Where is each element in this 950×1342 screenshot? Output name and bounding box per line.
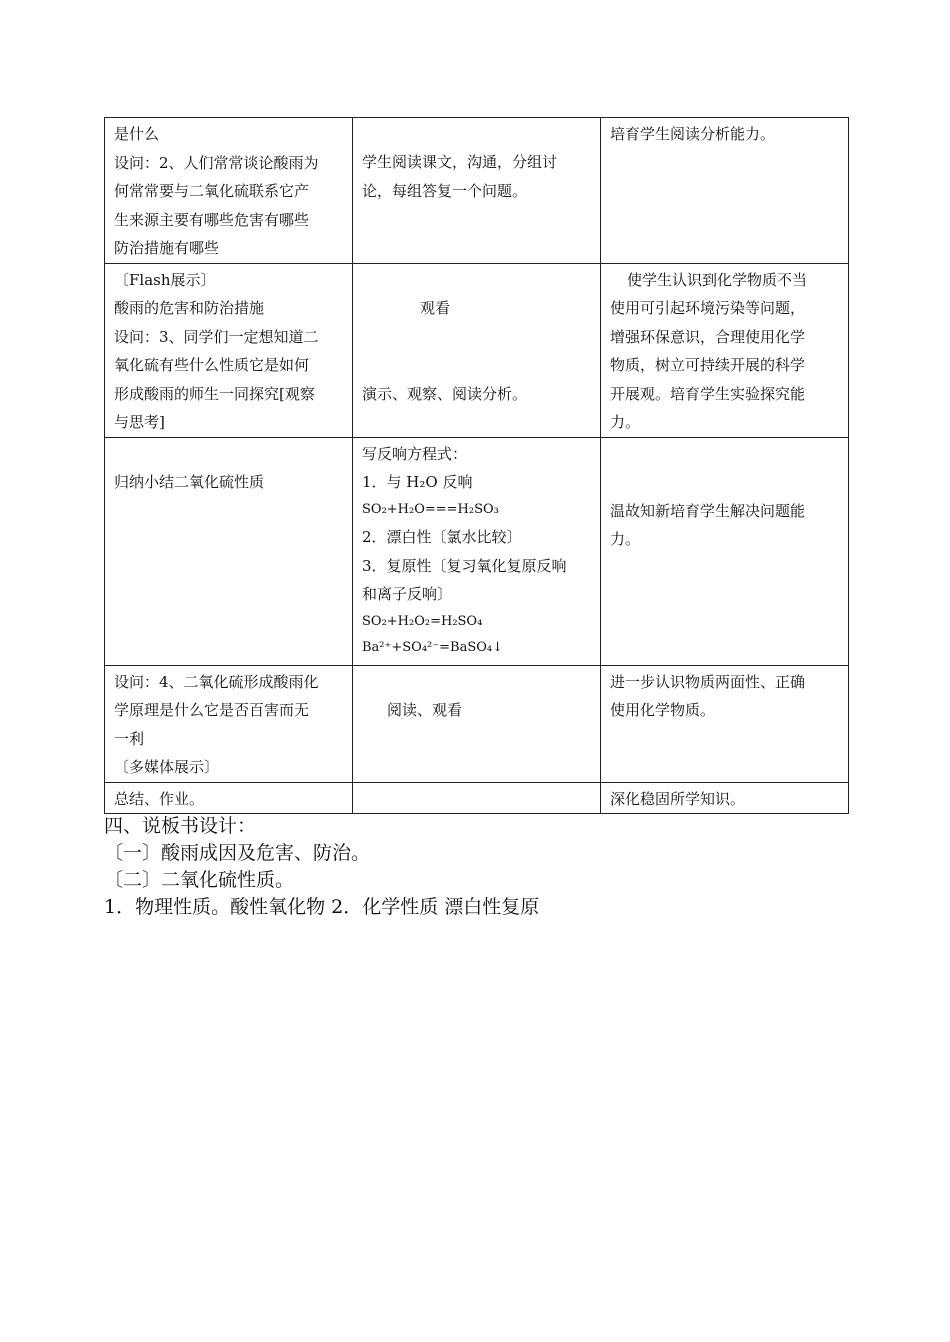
purpose-cell [601, 782, 849, 814]
section-item: 1．物理性质。酸性氧化物 2．化学性质 漂白性复原 [104, 896, 540, 918]
cell-line: 防治措施有哪些 [114, 239, 220, 257]
cell-line: 学生阅读课文，沟通，分组讨 [362, 153, 558, 171]
equation: SO₂+H₂O₂=H₂SO₄ [362, 613, 483, 629]
cell-line: 力。 [610, 413, 641, 431]
cell-line: 总结、作业。 [114, 789, 205, 808]
cell-line: 设问：3、同学们一定想知道二 [114, 327, 319, 346]
lesson-plan-table [104, 117, 849, 814]
equation: SO₂+H₂O===H₂SO₃ [362, 501, 499, 517]
cell-line: 一利 [114, 729, 145, 748]
section-item: 〔一〕酸雨成因及危害、防治。 [104, 842, 371, 864]
cell-line: 和离子反响〕 [362, 585, 453, 603]
cell-line: 与思考] [114, 413, 165, 431]
teacher-activity-cell [105, 665, 353, 782]
purpose-cell [601, 118, 849, 264]
student-activity-cell [353, 782, 601, 814]
cell-line: 使用化学物质。 [610, 701, 716, 719]
table-row [105, 263, 849, 437]
teacher-activity-cell [105, 118, 353, 264]
equation: Ba²⁺+SO₄²⁻=BaSO₄↓ [362, 640, 503, 655]
cell-line: 学原理是什么它是否百害而无 [114, 701, 310, 719]
cell-line: 设问：4、二氧化硫形成酸雨化 [114, 672, 319, 691]
cell-line: 论，每组答复一个问题。 [362, 181, 528, 200]
cell-line: 写反响方程式： [362, 444, 468, 463]
teacher-activity-cell [105, 437, 353, 665]
cell-line: 何常常要与二氧化硫联系它产 [114, 182, 310, 200]
table-row [105, 782, 849, 814]
cell-line: 酸雨的危害和防治措施 [114, 299, 265, 317]
cell-line: 设问：2、人们常常谈论酸雨为 [114, 153, 319, 172]
table-row [105, 665, 849, 782]
cell-line: 2．漂白性〔氯水比较〕 [362, 528, 522, 546]
demo-text: 演示、观察、阅读分析。 [362, 384, 528, 403]
student-activity-cell [353, 263, 601, 437]
cell-line: 培育学生阅读分析能力。 [610, 125, 776, 143]
section-heading: 四、说板书设计： [104, 815, 257, 837]
cell-line: 开展观。培育学生实验探究能 [610, 384, 806, 403]
student-activity-cell [353, 437, 601, 665]
cell-line: 温故知新培育学生解决问题能 [610, 501, 806, 520]
purpose-cell [601, 665, 849, 782]
teacher-activity-cell [105, 782, 353, 814]
student-activity-cell [353, 118, 601, 264]
cell-line: 使用可引起环境污染等问题， [610, 299, 806, 317]
cell-line: 增强环保意识，合理使用化学 [610, 327, 806, 346]
cell-line: 力。 [610, 530, 641, 548]
section-item: 〔二〕二氧化硫性质。 [104, 869, 295, 891]
cell-line: 形成酸雨的师生一同探究[观察 [114, 384, 315, 403]
teacher-activity-cell [105, 263, 353, 437]
cell-line: 〔多媒体展示〕 [114, 758, 220, 776]
purpose-cell [601, 263, 849, 437]
watch-text: 观看 [420, 299, 451, 317]
cell-line: 3．复原性〔复习氧化复原反响 [362, 556, 567, 575]
cell-line: 进一步认识物质两面性、正确 [610, 672, 806, 691]
cell-line: 氧化硫有些什么性质它是如何 [114, 356, 310, 374]
cell-line: 深化稳固所学知识。 [610, 789, 746, 808]
table-row [105, 437, 849, 665]
student-activity-cell [353, 665, 601, 782]
cell-line: 〔Flash展示〕 [114, 270, 216, 289]
cell-line: 生来源主要有哪些危害有哪些 [114, 210, 310, 229]
table-row [105, 118, 849, 264]
cell-line: 1．与 H₂O 反响 [362, 473, 473, 491]
cell-line: 物质，树立可持续开展的科学 [610, 356, 806, 374]
cell-line: 归纳小结二氧化硫性质 [114, 472, 265, 491]
cell-line: 使学生认识到化学物质不当 [627, 270, 808, 289]
cell-line: 阅读、观看 [387, 700, 463, 719]
purpose-cell [601, 437, 849, 665]
cell-line: 是什么 [114, 125, 160, 143]
